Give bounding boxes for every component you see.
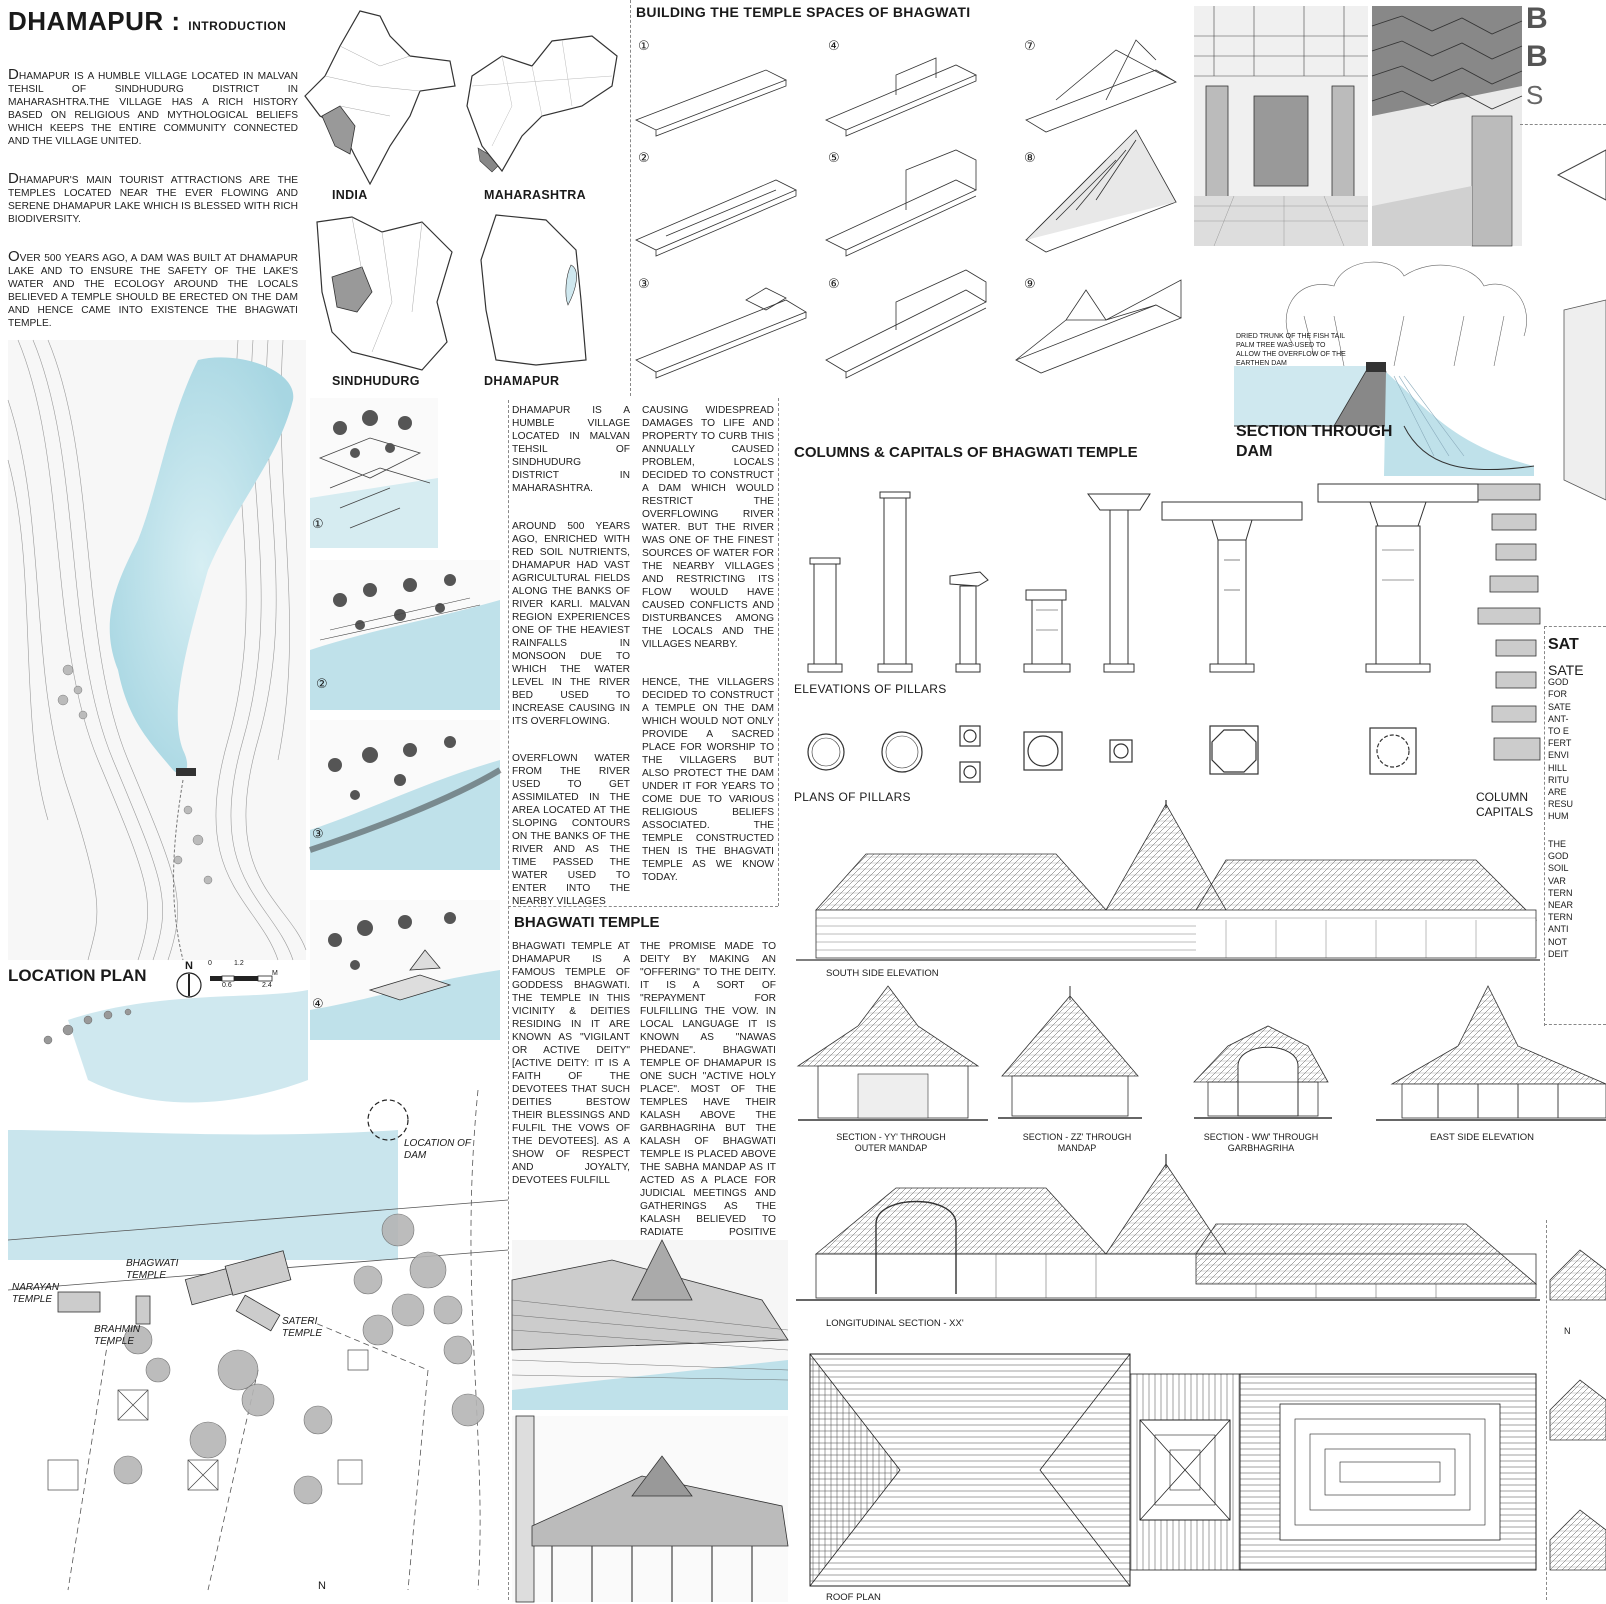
right-bottom-panel-sketches <box>1550 1240 1606 1600</box>
sat-line: FERT <box>1548 738 1572 749</box>
step-number-8: ⑧ <box>1024 150 1036 165</box>
scale-label-2-4: 2.4 <box>262 982 272 989</box>
sequence-number-2: ② <box>316 676 328 691</box>
bhagwati-text-col2: THE PROMISE MADE TO DEITY BY MAKING AN "OFFERING" TO THE DEITY. IT IS A SORT OF "REPAYMENT FOR FULFILLING THE VOW. IN LOCAL LANGUAGE IT IS KNOWN AS "NAWAS PHEDANE". BHAGWATI TEMPLE OF DHAMAPUR IS ONE SUCH "ACTIVE HOLY PLACE". MOST OF THE TEMPLES HAVE THEIR KALASH ABOVE THE GARBHAGRIHA BUT THE KALASH OF BHAGWATI TEMPLE IS PLACED ABOVE THE SABHA MANDAP AS IT ACTED AS A PLACE FOR JUDICIAL MEETINGS AND GATHERINGS AS THE KALASH BELIEVED TO RADIATE POSITIVE <box>640 941 776 1238</box>
history-paragraph-3: OVERFLOWN WATER FROM THE RIVER USED TO GET ASSIMILATED IN THE AREA LOCATED AT THE SLOPING CONTOURS ON THE BANKS OF THE RIVER AND AS THE TIME PASSED THE WATER USED TO ENTER INTO THE NEARBY VILLAGES <box>512 753 630 907</box>
sat-line: GOD <box>1548 677 1569 688</box>
right-edge-arrow-shape <box>1548 150 1606 200</box>
lake-contour-map <box>8 340 306 960</box>
roof-plan-label: ROOF PLAN <box>826 1592 881 1603</box>
sat-line: ENVI <box>1548 750 1570 761</box>
sections-row-drawing <box>798 986 1606 1130</box>
right-bottom-panel-border <box>1546 1220 1547 1600</box>
sat-panel-text-2 <box>1548 838 1606 960</box>
pillar-plan-star <box>1368 726 1418 776</box>
sat-line: HUM <box>1548 811 1569 822</box>
step-number-2: ② <box>638 150 650 165</box>
section-zz-label: SECTION - ZZ' THROUGH MANDAP <box>1022 1132 1132 1153</box>
sat-line: GOD <box>1548 851 1569 862</box>
bhagwati-text-col1: BHAGWATI TEMPLE AT DHAMAPUR IS A FAMOUS TEMPLE OF GODDESS BHAGWATI. THE TEMPLE IN THIS VICINITY & DEITIES RESIDING IN IT ARE KNOWN AS "VIGILANT OR ACTIVE DEITY" [ACTIVE DEITY: IT IS A FAITH OF THE DEVOTEES THAT SUCH DEITIES BESTOW THEIR BLESSINGS AND FULFIL THE VOWS OF THE DEVOTEES]. AS A SHOW OF RESPECT AND JOYALTY, DEVOTEES FULFILL <box>512 941 630 1186</box>
dhamapur-map <box>476 210 596 370</box>
sat-line: RITU <box>1548 774 1569 785</box>
right-edge-letter-b1: B <box>1526 2 1548 35</box>
sat-panel-top-border <box>1544 626 1606 627</box>
maharashtra-label: MAHARASHTRA <box>484 188 586 202</box>
sateri-temple-map-label: SATERI TEMPLE <box>282 1316 323 1339</box>
sequence-sketch-3 <box>310 720 500 870</box>
dam-section-title: SECTION THROUGH DAM <box>1236 423 1393 460</box>
sequence-sketch-1 <box>310 398 438 548</box>
location-of-dam-label: LOCATION OF DAM <box>404 1138 471 1161</box>
step-number-4: ④ <box>828 38 840 53</box>
location-plan-title: LOCATION PLAN <box>8 966 147 985</box>
intro-paragraph-2: DHAMAPUR'S MAIN TOURIST ATTRACTIONS ARE THE TEMPLES LOCATED NEAR THE EVER FLOWING AND SERENE DHAMAPUR LAKE WHICH IS BLESSED WITH RICH BIODIVERSITY. <box>8 170 298 225</box>
sat-line: NOT <box>1548 936 1567 947</box>
north-label: N <box>185 960 193 972</box>
bhagwati-temple-sketch-1 <box>512 1240 788 1410</box>
history-paragraph-2: AROUND 500 YEARS AGO, ENRICHED WITH RED SOIL NUTRIENTS, DHAMAPUR HAD VAST AGRICULTURAL FIELDS ALONG THE BANKS OF RIVER KARLI. MALVAN REGION EXPERIENCES ONE OF THE HEAVIEST RAINFALLS IN MONSOON DUE TO WHICH THE WATER LEVEL IN THE RIVER BED USED TO INCREASE CAUSING IN ITS OVERFLOWING. <box>512 521 630 727</box>
sindhudurg-label: SINDHUDURG <box>332 374 420 388</box>
sat-line: ANTI <box>1548 924 1569 935</box>
building-spaces-title: BUILDING THE TEMPLE SPACES OF BHAGWATI <box>636 4 971 20</box>
sat-line: ARE <box>1548 787 1567 798</box>
bhagwati-temple-title: BHAGWATI TEMPLE <box>514 914 660 931</box>
divider-building-left <box>630 0 631 396</box>
sat-line: SOIL <box>1548 863 1569 874</box>
sequence-number-1: ① <box>312 516 324 531</box>
brahmin-temple-map-label: BRAHMIN TEMPLE <box>94 1324 141 1347</box>
sat-panel-title: SAT <box>1548 636 1579 653</box>
right-bottom-n-label: N <box>1564 1326 1571 1336</box>
sequence-number-3: ③ <box>312 826 324 841</box>
columns-title: COLUMNS & CAPITALS OF BHAGWATI TEMPLE <box>794 444 1138 461</box>
sat-line: RESU <box>1548 799 1574 810</box>
temple-interior-sketch <box>1194 6 1368 246</box>
sat-line: VAR <box>1548 875 1566 886</box>
sat-line: DEIT <box>1548 948 1569 959</box>
bhagwati-temple-map-label: BHAGWATI TEMPLE <box>126 1258 179 1281</box>
intro-paragraph-1: DHAMAPUR IS A HUMBLE VILLAGE LOCATED IN MALVAN TEHSIL OF SINDHUDURG DISTRICT IN MAHARASHTRA.THE VILLAGE HAS A RICH HISTORY BASED ON RELIGIOUS AND MYTHOLOGICAL BELIEFS WHICH KEEPS THE ENTIRE COMMUNITY CONNECTED AND THE VILLAGE UNITED. <box>8 66 298 147</box>
sat-panel-text-1 <box>1548 664 1606 823</box>
right-edge-letter-s: S <box>1526 80 1544 110</box>
sat-line: HILL <box>1548 762 1568 773</box>
sat-line: TO E <box>1548 726 1569 737</box>
right-edge-letter-b2: B <box>1526 40 1548 73</box>
pillar-plans <box>804 720 1264 790</box>
sat-line: NEAR <box>1548 900 1574 911</box>
sat-panel-left-border <box>1544 626 1545 1026</box>
india-map <box>300 6 460 186</box>
location-plan-sketch <box>8 990 508 1590</box>
maharashtra-map <box>462 26 622 176</box>
history-paragraph-4: CAUSING WIDESPREAD DAMAGES TO LIFE AND PROPERTY TO CURB THIS ANNUALLY CAUSED PROBLEM, LOCALS DECIDED TO CONSTRUCT A DAM WHICH WOULD RESTRICT THE OVERFLOWING RIVER WATER. BUT THE RIVER WAS ONE OF THE FINEST SOURCES OF WATER FOR THE NEARBY VILLAGES AND RESTRICTING ITS FLOW WOULD HAVE CAUSED CONFLICTS AND DISTURBANCES AMONG THE LOCALS AND THE VILLAGES NEARBY. <box>642 405 774 650</box>
step-number-9: ⑨ <box>1024 276 1036 291</box>
intro-title: DHAMAPUR : INTRODUCTION <box>8 6 287 36</box>
divider-text-left <box>508 400 509 1600</box>
right-edge-structure <box>1560 300 1606 500</box>
longitudinal-section-label: LONGITUDINAL SECTION - XX' <box>826 1318 964 1329</box>
bottom-north-label: N <box>318 1580 326 1592</box>
pillar-elevations <box>800 480 1480 680</box>
longitudinal-section-drawing <box>796 1154 1540 1310</box>
column-capitals-label: COLUMN CAPITALS <box>1476 790 1534 819</box>
roof-plan-drawing <box>810 1350 1540 1590</box>
history-paragraph-5: HENCE, THE VILLAGERS DECIDED TO CONSTRUCT A TEMPLE ON THE DAM WHICH WOULD NOT ONLY PROVIDE A SACRED PLACE FOR WORSHIP TO THE VILLAGERS BUT ALSO PROTECT THE DAM UNDER IT FOR YEARS TO COME DUE TO VARIOUS RELIGIOUS BELIEFS ASSOCIATED. THE TEMPLE CONSTRUCTED THEN IS THE BHAGVATI TEMPLE AS WE KNOW TODAY. <box>642 677 774 883</box>
column-capitals-details <box>1476 480 1546 770</box>
sat-line: SATE <box>1548 662 1584 678</box>
scale-label-0: 0 <box>208 960 212 967</box>
narayan-temple-map-label: NARAYAN TEMPLE <box>12 1282 60 1305</box>
india-label: INDIA <box>332 188 368 202</box>
scale-label-1-2: 1.2 <box>234 960 244 967</box>
scale-label-m: M <box>272 970 278 977</box>
building-steps-axonometrics <box>636 40 1196 390</box>
elevations-of-pillars-label: ELEVATIONS OF PILLARS <box>794 682 947 696</box>
sat-line: THE <box>1548 839 1566 849</box>
divider-history-right <box>778 398 779 906</box>
bhagwati-temple-sketch-2 <box>512 1416 788 1602</box>
step-number-1: ① <box>638 38 650 53</box>
sat-line: FOR <box>1548 689 1567 700</box>
intro-paragraph-3: OVER 500 YEARS AGO, A DAM WAS BUILT AT DHAMAPUR LAKE AND TO ENSURE THE SAFETY OF THE LAKE'S WATER AND THE ECOLOGY AROUND THE LOCALS BELIEVED A TEMPLE SHOULD BE ERECTED ON THE DAM AND HENCE CAME INTO EXISTENCE THE BHAGWATI TEMPLE. <box>8 248 298 329</box>
south-elevation-label: SOUTH SIDE ELEVATION <box>826 968 939 979</box>
sequence-sketch-2 <box>310 560 500 710</box>
sequence-number-4: ④ <box>312 996 324 1011</box>
right-edge-divider <box>1520 124 1606 125</box>
south-elevation-drawing <box>796 800 1540 968</box>
step-number-7: ⑦ <box>1024 38 1036 53</box>
step-number-3: ③ <box>638 276 650 291</box>
sat-line: ANT- <box>1548 713 1569 724</box>
east-elevation-label: EAST SIDE ELEVATION <box>1430 1132 1535 1143</box>
sat-line: TERN <box>1548 887 1573 898</box>
dhamapur-label: DHAMAPUR <box>484 374 560 388</box>
temple-corridor-sketch <box>1372 6 1522 246</box>
history-paragraph-1: DHAMAPUR IS A HUMBLE VILLAGE LOCATED IN MALVAN TEHSIL OF SINDHUDURG DISTRICT IN MAHARASHTRA. <box>512 405 630 494</box>
sindhudurg-map <box>312 212 462 372</box>
sequence-sketch-4 <box>310 900 500 1040</box>
step-number-5: ⑤ <box>828 150 840 165</box>
step-number-6: ⑥ <box>828 276 840 291</box>
dam-note: DRIED TRUNK OF THE FISH TAIL PALM TREE WAS USED TO ALLOW THE OVERFLOW OF THE EARTHEN DAM <box>1236 333 1346 367</box>
sat-line: TERN <box>1548 912 1573 923</box>
scale-label-0-6: 0.6 <box>222 982 232 989</box>
section-yy-label: SECTION - YY' THROUGH OUTER MANDAP <box>836 1132 946 1153</box>
plans-of-pillars-label: PLANS OF PILLARS <box>794 790 911 804</box>
sat-line: SATE <box>1548 701 1571 712</box>
section-ww-label: SECTION - WW' THROUGH GARBHAGRIHA <box>1203 1132 1319 1153</box>
